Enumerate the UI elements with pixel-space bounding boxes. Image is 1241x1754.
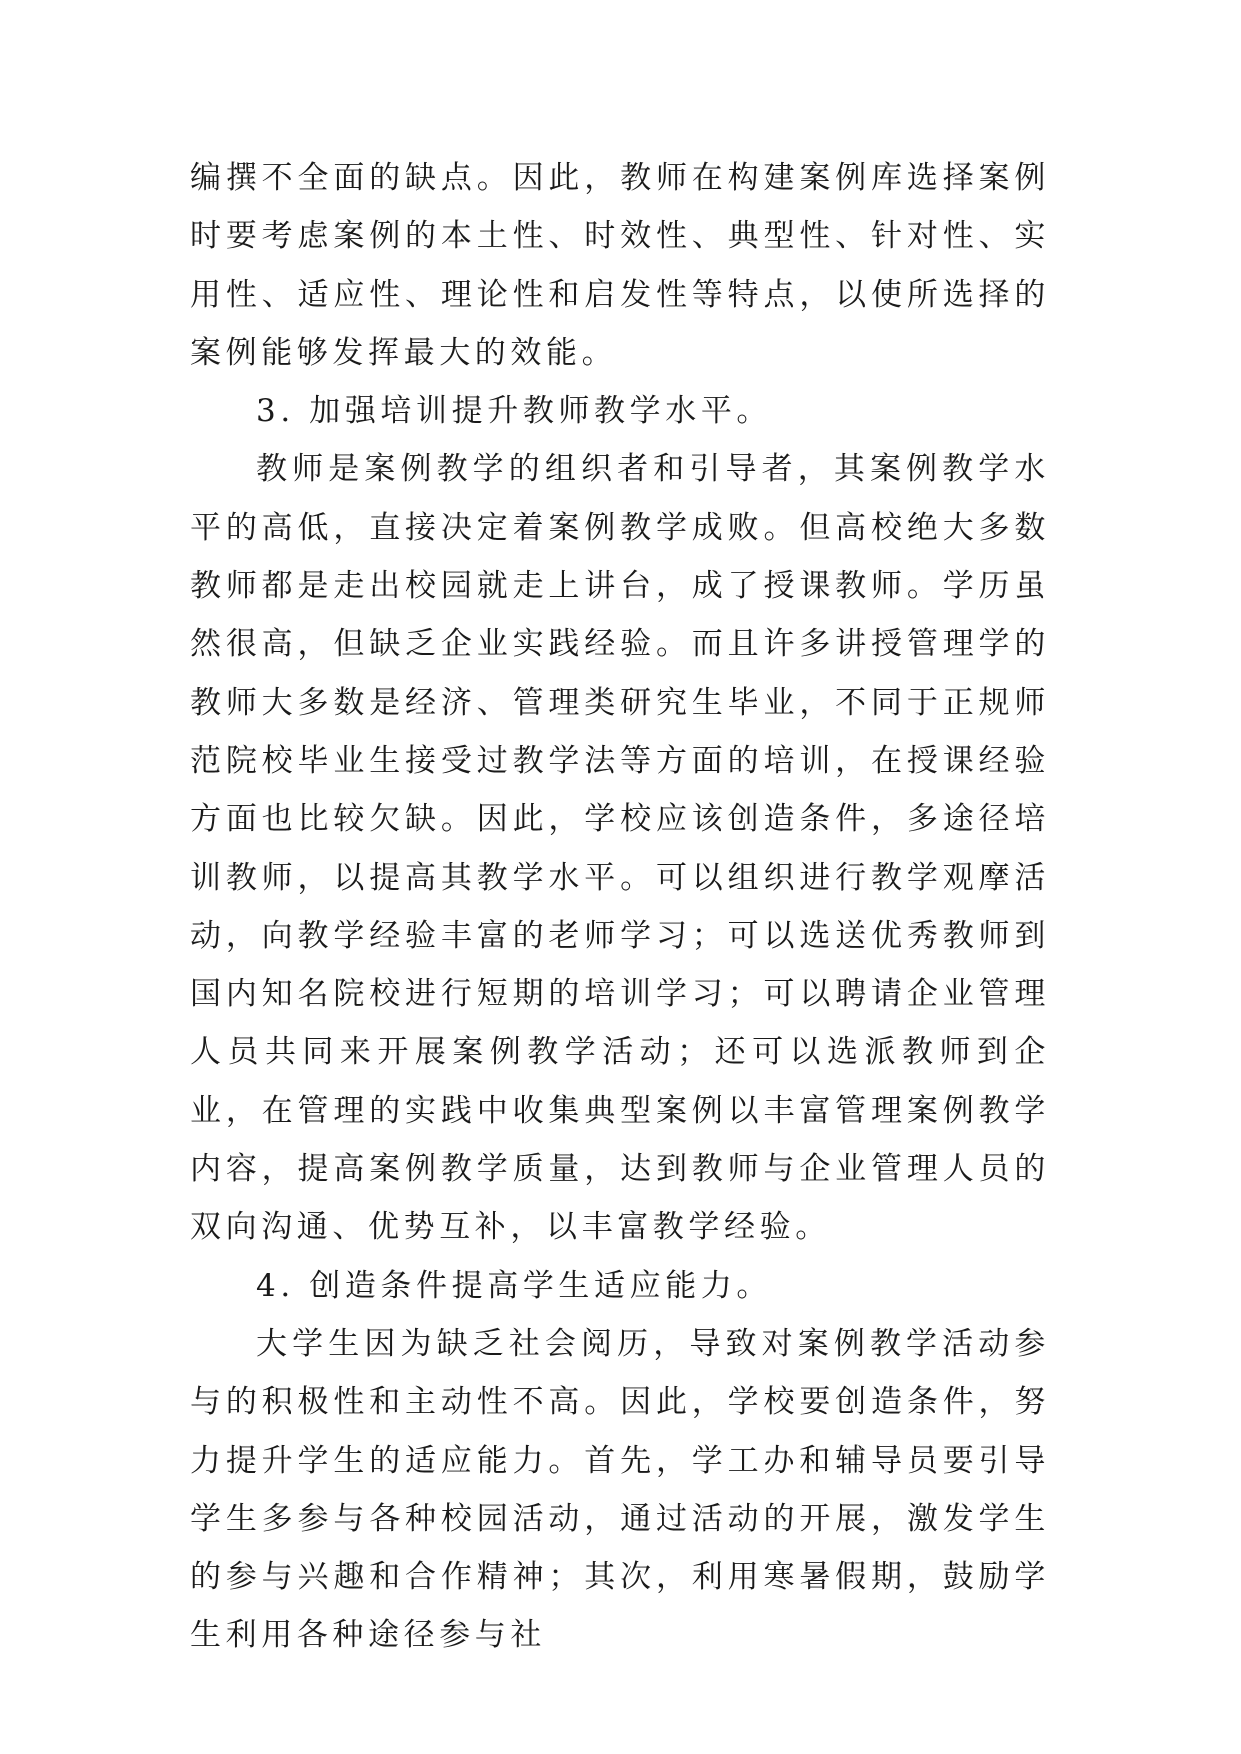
- section-heading-3: 3. 加强培训提升教师教学水平。: [256, 393, 773, 430]
- paragraph-teacher-training: 教师是案例教学的组织者和引导者，其案例教学水平的高低，直接决定着案例教学成败。但高校绝大多数教师都是走出校园就走上讲台，成了授课教师。学历虽然很高，但缺乏企业实践经验。而且许多讲授管理学的教师大多数是经济、管理类研究生毕业，不同于正规师范院校毕业生接受过教学法等方面的培训，在授课经验方面也比较欠缺。因此，学校应该创造条件，多途径培训教师，以提高其教学水平。可以组织进行教学观摩活动，向教学经验丰富的老师学习；可以选送优秀教师到国内知名院校进行短期的培训学习；可以聘请企业管理人员共同来开展案例教学活动；还可以选派教师到企业，在管理的实践中收集典型案例以丰富管理案例教学内容，提高案例教学质量，达到教师与企业管理人员的双向沟通、优势互补，以丰富教学经验。: [190, 451, 1050, 1246]
- paragraph-continuation: 编撰不全面的缺点。因此，教师在构建案例库选择案例时要考虑案例的本土性、时效性、典型性、针对性、实用性、适应性、理论性和启发性等特点，以使所选择的案例能够发挥最大的效能。: [190, 160, 1050, 371]
- document-body: [190, 149, 1050, 1665]
- section-heading-4: 4. 创造条件提高学生适应能力。: [256, 1267, 773, 1304]
- paragraph-student-adaptability: 大学生因为缺乏社会阅历，导致对案例教学活动参与的积极性和主动性不高。因此，学校要创造条件，努力提升学生的适应能力。首先，学工办和辅导员要引导学生多参与各种校园活动，通过活动的开展，激发学生的参与兴趣和合作精神；其次，利用寒暑假期，鼓励学生利用各种途径参与社: [190, 1325, 1050, 1654]
